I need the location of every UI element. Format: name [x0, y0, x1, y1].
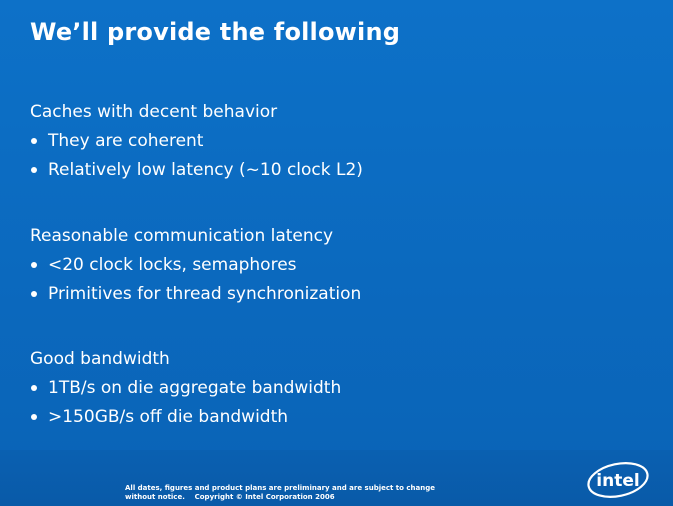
slide-title: We’ll provide the following: [30, 18, 401, 46]
bullet-text: Primitives for thread synchronization: [48, 284, 362, 304]
bullet-item: [30, 403, 341, 432]
bullet-item: [30, 280, 361, 309]
bullet-text: They are coherent: [48, 131, 204, 151]
disclaimer-line: without notice. Copyright © Intel Corporation 2006: [125, 493, 335, 501]
bullet-text: 1TB/s on die aggregate bandwidth: [48, 378, 342, 398]
bullet-item: [30, 156, 363, 185]
bullet-dot-icon: [31, 291, 37, 297]
footer-disclaimer: [125, 484, 435, 502]
section-bandwidth: [30, 345, 341, 432]
bullet-dot-icon: [31, 138, 37, 144]
bullet-item: [30, 251, 361, 280]
section-caches: [30, 98, 363, 185]
section-heading: Good bandwidth: [30, 349, 170, 369]
bullet-dot-icon: [31, 167, 37, 173]
disclaimer-line: All dates, figures and product plans are preliminary and are subject to change: [125, 484, 435, 492]
bullet-dot-icon: [31, 385, 37, 391]
intel-logo-text: intel: [596, 471, 640, 491]
section-heading: Reasonable communication latency: [30, 226, 334, 246]
section-communication: [30, 222, 361, 309]
bullet-item: [30, 127, 363, 156]
bullet-item: [30, 374, 341, 403]
bullet-text: >150GB/s off die bandwidth: [48, 407, 289, 427]
bullet-text: Relatively low latency (~10 clock L2): [48, 160, 363, 180]
bullet-text: <20 clock locks, semaphores: [48, 255, 297, 275]
intel-logo-icon: [585, 460, 651, 500]
bullet-dot-icon: [31, 262, 37, 268]
bullet-dot-icon: [31, 414, 37, 420]
section-heading: Caches with decent behavior: [30, 102, 278, 122]
